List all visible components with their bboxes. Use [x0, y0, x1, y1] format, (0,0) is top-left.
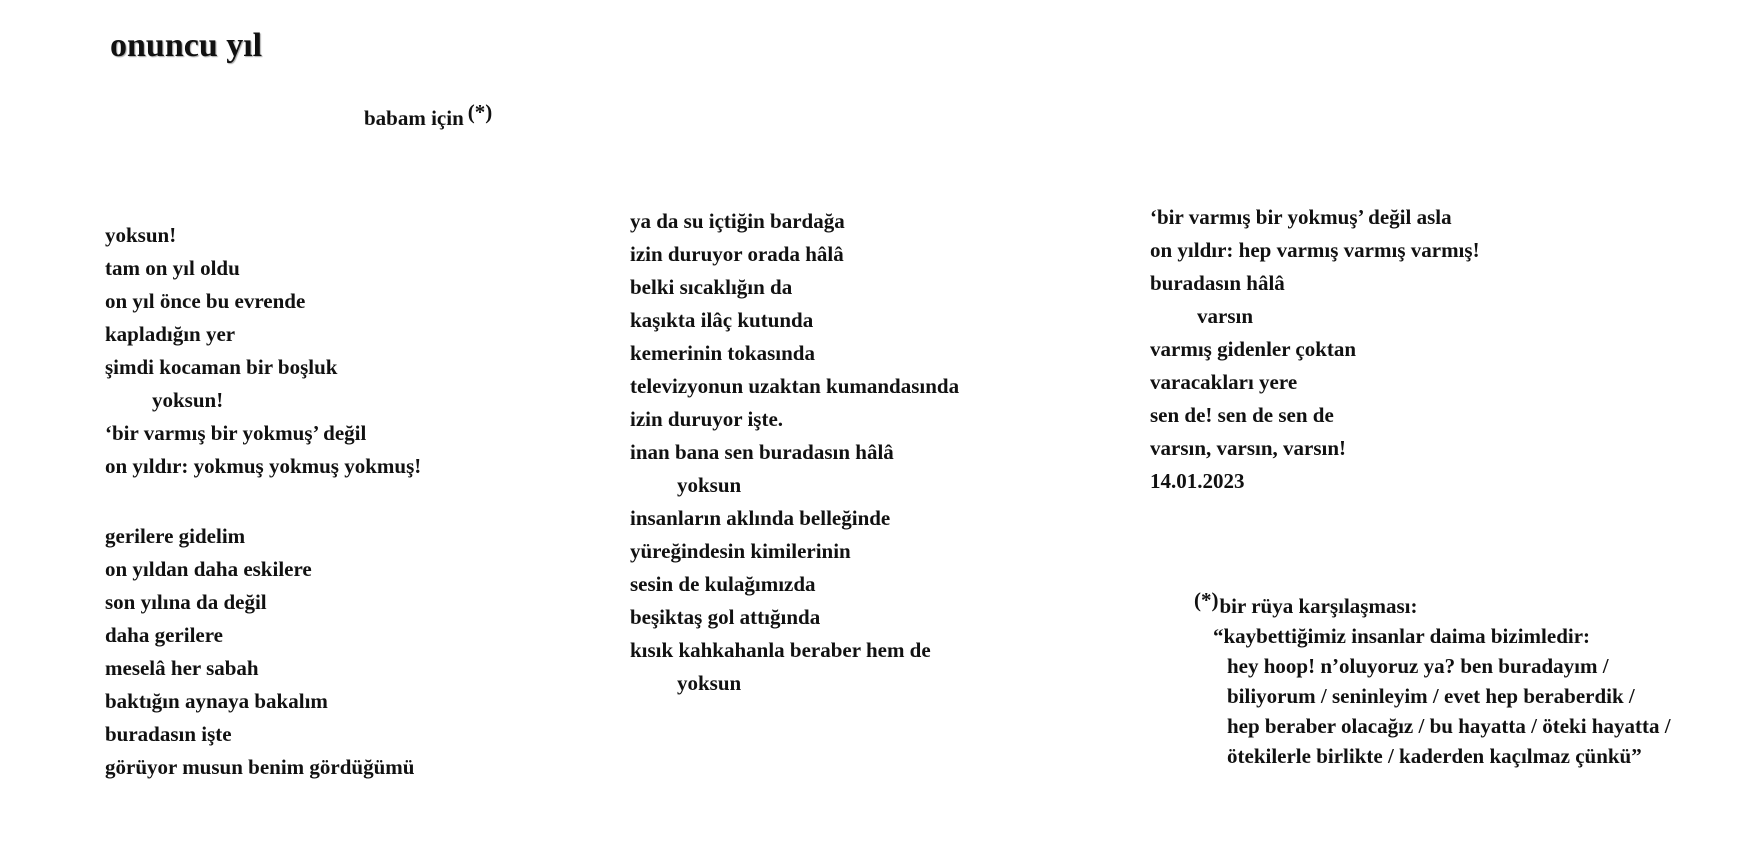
footnote-heading-line	[1194, 588, 1671, 621]
poem-line: on yıldan daha eskilere	[105, 557, 312, 581]
poem-line: ya da su içtiğin bardağa	[630, 209, 845, 233]
poem-line: sesin de kulağımızda	[630, 572, 816, 596]
stanza-break	[105, 483, 421, 520]
poem-line: son yılına da değil	[105, 590, 267, 614]
poem-column-1	[105, 219, 421, 784]
poem-line: sen de! sen de sen de	[1150, 403, 1334, 427]
poem-line: gerilere gidelim	[105, 524, 246, 548]
poem-line: görüyor musun benim gördüğümü	[105, 755, 415, 779]
poem-title: onuncu yıl	[110, 27, 263, 64]
poem-line: kapladığın yer	[105, 322, 236, 346]
poem-line: on yıldır: yokmuş yokmuş yokmuş!	[105, 454, 422, 478]
poem-line: insanların aklında belleğinde	[630, 506, 891, 530]
poem-line: baktığın aynaya bakalım	[105, 689, 328, 713]
poem-line: meselâ her sabah	[105, 656, 259, 680]
footnote-line: hep beraber olacağız / bu hayatta / öteki hayatta /	[1227, 714, 1671, 738]
poem-line: varacakları yere	[1150, 370, 1298, 394]
poem-line: tam on yıl oldu	[105, 256, 240, 280]
footnote-marker: (*)	[467, 100, 493, 124]
poem-line: izin duruyor orada hâlâ	[630, 242, 844, 266]
poem-line: ‘bir varmış bir yokmuş’ değil asla	[1150, 205, 1452, 229]
poem-column-2	[630, 205, 959, 700]
poem-line: kemerinin tokasında	[630, 341, 815, 365]
dedication-text: babam için	[364, 106, 464, 130]
poem-line: yüreğindesin kimilerinin	[630, 539, 851, 563]
footnote-line: biliyorum / seninleyim / evet hep beraberdik /	[1227, 684, 1635, 708]
poem-line: varsın	[1197, 304, 1254, 328]
poem-line: on yıldır: hep varmış varmış varmış!	[1150, 238, 1480, 262]
poem-line: buradasın hâlâ	[1150, 271, 1285, 295]
poem-line: beşiktaş gol attığında	[630, 605, 821, 629]
poem-line: yoksun!	[152, 388, 224, 412]
poem-line: varsın, varsın, varsın!	[1150, 436, 1347, 460]
poem-line: yoksun	[677, 473, 742, 497]
poem-line: on yıl önce bu evrende	[105, 289, 306, 313]
poem-line: yoksun!	[105, 223, 177, 247]
footnote-line: hey hoop! n’oluyoruz ya? ben buradayım /	[1227, 654, 1609, 678]
poem-column-3	[1150, 201, 1480, 498]
poem-line: belki sıcaklığın da	[630, 275, 793, 299]
footnote-line: “kaybettiğimiz insanlar daima bizimledir:	[1213, 624, 1591, 648]
poem-line: izin duruyor işte.	[630, 407, 784, 431]
poem-line: buradasın işte	[105, 722, 232, 746]
poem-line: şimdi kocaman bir boşluk	[105, 355, 338, 379]
footnote-heading: bir rüya karşılaşması:	[1219, 594, 1418, 618]
poem-line: televizyonun uzaktan kumandasında	[630, 374, 960, 398]
poem-line: varmış gidenler çoktan	[1150, 337, 1357, 361]
poem-line: 14.01.2023	[1150, 469, 1245, 493]
footnote-line: ötekilerle birlikte / kaderden kaçılmaz çünkü”	[1227, 744, 1642, 768]
poem-line: daha gerilere	[105, 623, 224, 647]
poem-line: kaşıkta ilâç kutunda	[630, 308, 814, 332]
poem-line: kısık kahkahanla beraber hem de	[630, 638, 931, 662]
poem-line: yoksun	[677, 671, 742, 695]
poem-line: inan bana sen buradasın hâlâ	[630, 440, 894, 464]
dedication	[364, 100, 493, 132]
poem-line: ‘bir varmış bir yokmuş’ değil	[105, 421, 367, 445]
footnote-marker: (*)	[1194, 588, 1219, 612]
footnote	[1194, 588, 1671, 771]
